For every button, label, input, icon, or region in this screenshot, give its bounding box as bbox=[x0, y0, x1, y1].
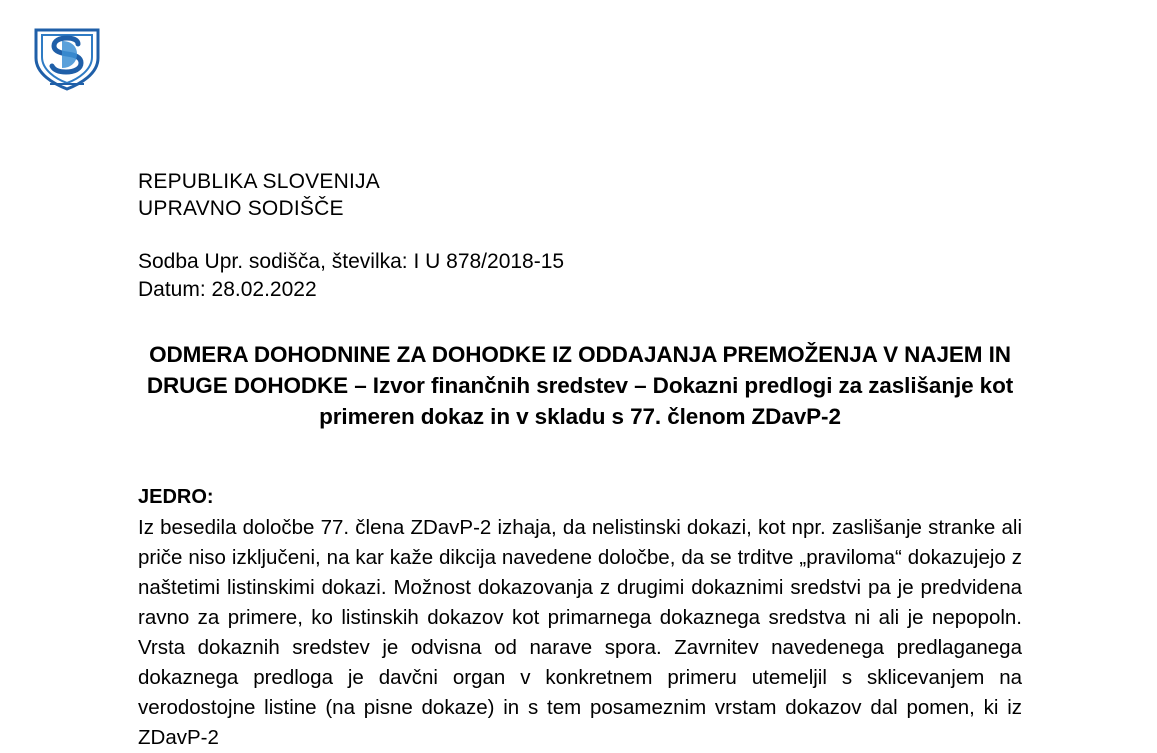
organization-line-2: UPRAVNO SODIŠČE bbox=[138, 197, 344, 220]
sodna-praksa-logo-icon bbox=[28, 24, 106, 92]
case-metadata bbox=[138, 248, 1022, 304]
section-label-jedro: JEDRO: bbox=[138, 486, 214, 508]
case-date: Datum: 28.02.2022 bbox=[138, 278, 317, 301]
document-content bbox=[138, 168, 1022, 753]
page-title: ODMERA DOHODNINE ZA DOHODKE IZ ODDAJANJA PREMOŽENJA V NAJEM IN DRUGE DOHODKE – Izvor finančnih sredstev – Dokazni predlogi za zaslišanje kot primeren dokaz in v skladu s 77. členom ZDavP-2 bbox=[146, 342, 1014, 429]
section-text-jedro: Iz besedila določbe 77. člena ZDavP-2 izhaja, da nelistinski dokazi, kot npr. zaslišanje stranke ali priče niso izključeni, na kar kaže dikcija navedene določbe, da se trditve „praviloma“ dokazujejo z naštetimi listinskimi dokazi. Možnost dokazovanja z drugimi dokaznimi sredstvi pa je predvidena ravno za primere, ko listinskih dokazov kot primarnega dokaznega sredstva ni ali je nepopoln. Vrsta dokaznih sredstev je odvisna od narave spora. Zavrnitev navedenega predlaganega dokaznega predloga je davčni organ v konkretnem primeru utemeljil s sklicevanjem na verodostojne listine (na pisne dokaze) in s tem posameznim vrstam dokazov dal pomen, ki iz ZDavP-2 bbox=[138, 516, 1022, 749]
organization-line-1: REPUBLIKA SLOVENIJA bbox=[138, 170, 380, 193]
case-number: Sodba Upr. sodišča, številka: I U 878/2018-15 bbox=[138, 250, 565, 273]
